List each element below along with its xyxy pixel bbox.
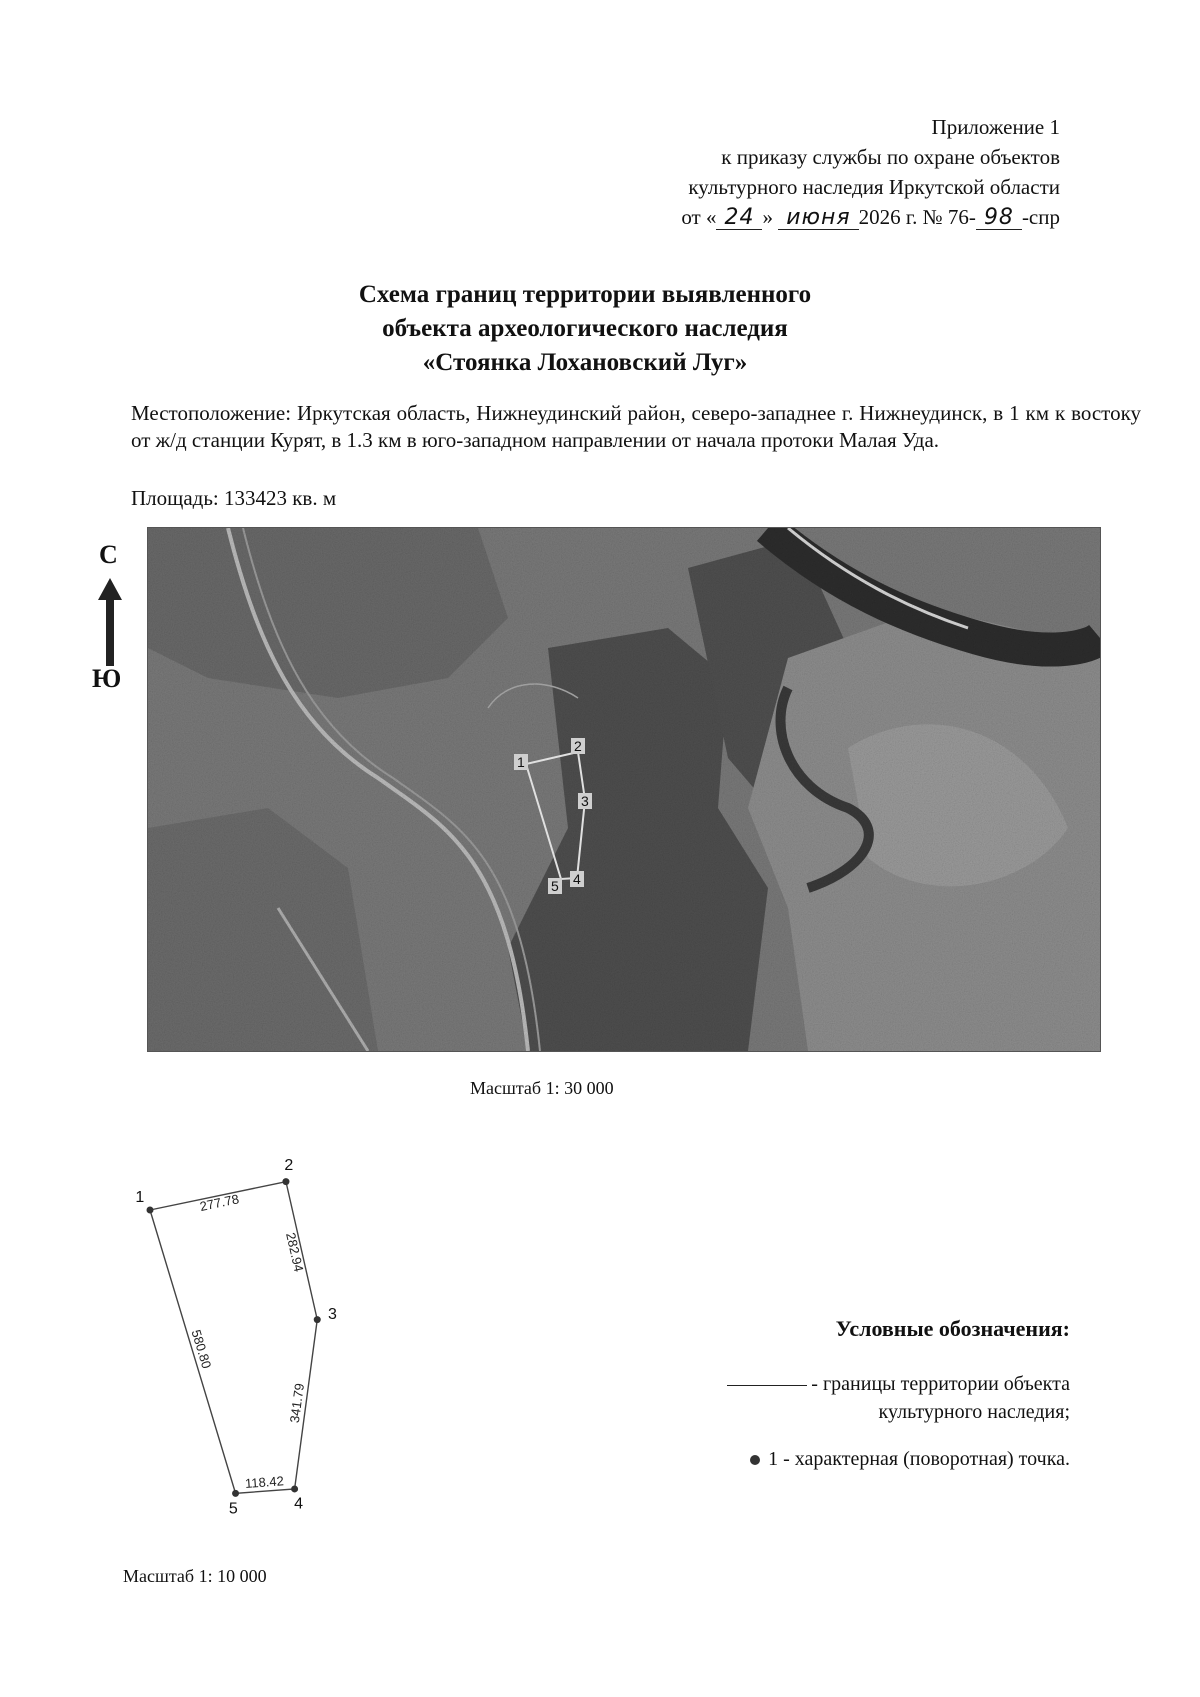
satellite-map xyxy=(147,527,1101,1052)
boundary-point-label: 1 xyxy=(135,1188,145,1206)
map-point-label: 3 xyxy=(581,793,589,809)
segment-length-label: 282.94 xyxy=(283,1231,307,1274)
area-text: Площадь: 133423 кв. м xyxy=(131,486,337,510)
map-point-label: 1 xyxy=(517,754,525,770)
legend-boundary-text-1: - границы территории объекта xyxy=(811,1373,1070,1395)
title-line-2: объекта археологического наследия xyxy=(382,315,788,342)
boundary-point-label: 5 xyxy=(228,1500,238,1518)
appendix-line-3: культурного наследия Иркутской области xyxy=(688,175,1060,199)
legend-line-sample xyxy=(727,1385,807,1386)
document-title xyxy=(0,278,1170,380)
segment-length-label: 341.79 xyxy=(286,1382,308,1424)
boundary-point-marker xyxy=(314,1316,321,1323)
title-line-1: Схема границ территории выявленного xyxy=(358,281,812,308)
location-description: Местоположение: Иркутская область, Нижнеудинский район, северо-западнее г. Нижнеудинск, в 1 км к востоку от ж/д станции Курят, в 1.3 км в юго-западном направлении от начала протоки Малая Уда. xyxy=(131,401,1141,452)
boundary-point-marker xyxy=(232,1490,239,1497)
boundary-point-marker xyxy=(291,1485,298,1492)
map-point-label: 2 xyxy=(574,738,582,754)
legend-point xyxy=(750,1448,1070,1471)
date-day-close: » xyxy=(762,205,773,229)
legend-title: Условные обозначения: xyxy=(835,1316,1070,1341)
handwritten-order-number: 98 xyxy=(976,207,1022,230)
boundary-point-label: 2 xyxy=(284,1157,294,1175)
boundary-point-marker xyxy=(282,1178,289,1185)
appendix-header xyxy=(681,112,1060,232)
segment-length-label: 118.42 xyxy=(244,1473,285,1492)
segment-length-label: 277.78 xyxy=(198,1191,241,1215)
legend-point-sample: 1 xyxy=(768,1448,779,1470)
map-scale: Масштаб 1: 30 000 xyxy=(470,1078,614,1098)
boundary-point-label: 4 xyxy=(294,1495,303,1513)
map-point-label: 5 xyxy=(551,878,559,894)
date-year-no: 2026 г. № 76- xyxy=(858,205,976,229)
boundary-point-marker xyxy=(147,1207,154,1214)
north-label: С xyxy=(99,540,118,569)
date-prefix: от « xyxy=(681,205,717,229)
boundary-schema xyxy=(110,1130,490,1550)
title-line-3: «Стоянка Лохановский Луг» xyxy=(422,349,748,376)
handwritten-month: июня xyxy=(778,207,858,230)
boundary-point-label: 3 xyxy=(328,1306,337,1324)
appendix-line-1: Приложение 1 xyxy=(931,115,1060,139)
legend-point-dot-icon xyxy=(750,1455,760,1465)
legend-boundary-text-2: культурного наследия; xyxy=(878,1401,1070,1423)
appendix-date-line xyxy=(681,202,1060,232)
legend-boundary xyxy=(727,1370,1070,1426)
schema-scale: Масштаб 1: 10 000 xyxy=(123,1566,267,1586)
segment-length-label: 580.80 xyxy=(188,1327,215,1371)
map-point-label: 4 xyxy=(573,871,581,887)
boundary-polygon xyxy=(150,1182,317,1494)
appendix-line-2: к приказу службы по охране объектов xyxy=(721,145,1060,169)
handwritten-day: 24 xyxy=(716,207,762,230)
satellite-image xyxy=(148,528,1100,1051)
legend-point-text: - характерная (поворотная) точка. xyxy=(783,1448,1070,1470)
order-suffix: -спр xyxy=(1021,205,1060,229)
south-label: Ю xyxy=(92,664,122,693)
